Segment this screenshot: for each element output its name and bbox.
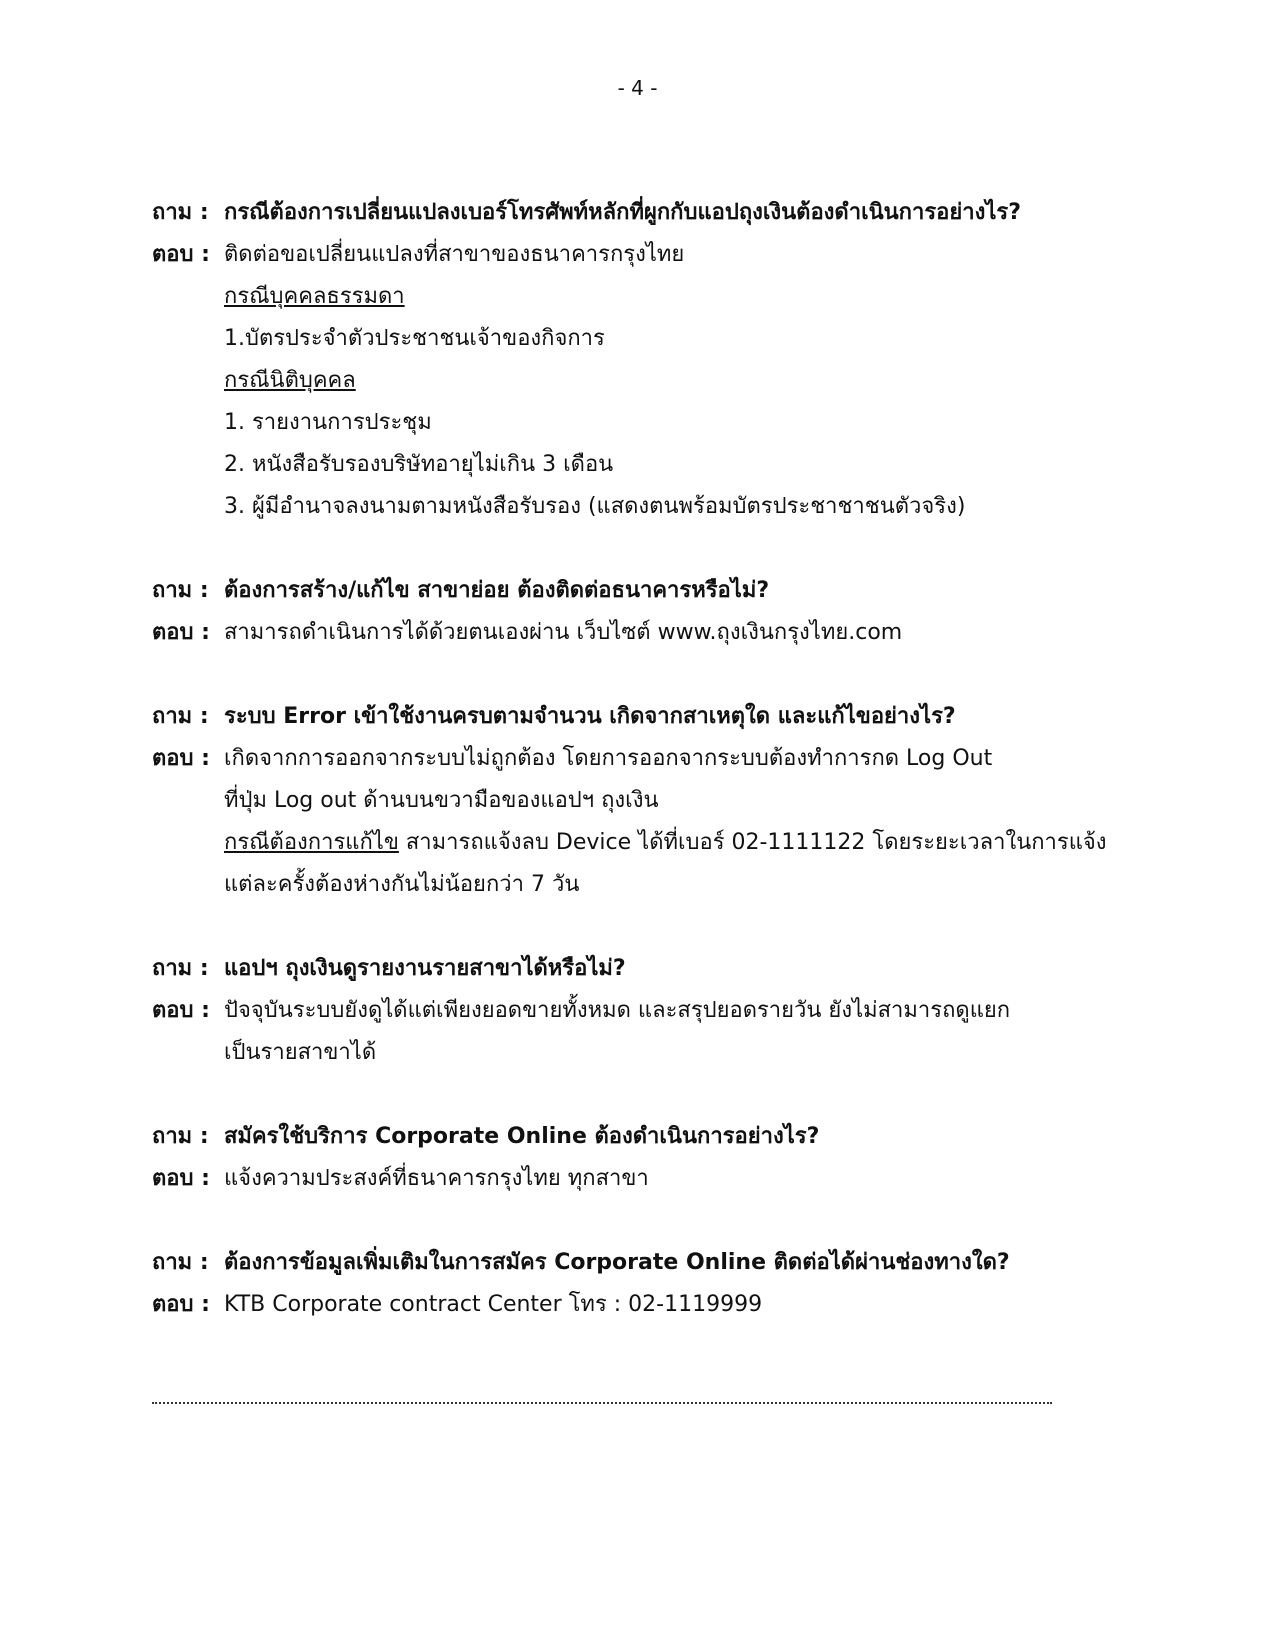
fix-note — [152, 822, 1152, 864]
question-row — [152, 192, 1152, 234]
juristic-item-1: 1. รายงานการประชุม — [224, 410, 432, 435]
question-label: ถาม : — [152, 1124, 209, 1149]
answer-row — [152, 612, 1152, 654]
faq-item-4 — [152, 948, 1152, 1074]
faq-list — [152, 192, 1152, 1326]
juristic-item-3: 3. ผู้มีอำนาจลงนามตามหนังสือรับรอง (แสดงตนพร้อมบัตรประชาชาชนตัวจริง) — [224, 494, 966, 519]
question-row — [152, 1116, 1152, 1158]
answer-text: KTB Corporate contract Center โทร : 02-1119999 — [224, 1292, 763, 1317]
question-text: แอปฯ ถุงเงินดูรายงานรายสาขาได้หรือไม่? — [224, 956, 626, 981]
answer-label: ตอบ : — [152, 1292, 210, 1317]
juristic-item-2: 2. หนังสือรับรองบริษัทอายุไม่เกิน 3 เดือน — [224, 452, 614, 477]
answer-row — [152, 738, 1152, 780]
answer-text: แจ้งความประสงค์ที่ธนาคารกรุงไทย ทุกสาขา — [224, 1166, 649, 1191]
individual-heading: กรณีบุคคลธรรมดา — [224, 284, 405, 309]
answer-row — [152, 1158, 1152, 1200]
answer-row — [152, 1284, 1152, 1326]
question-label: ถาม : — [152, 200, 209, 225]
question-row — [152, 948, 1152, 990]
answer-label: ตอบ : — [152, 998, 210, 1023]
answer-text: ติดต่อขอเปลี่ยนแปลงที่สาขาของธนาคารกรุงไทย — [224, 242, 685, 267]
answer-row — [152, 990, 1152, 1032]
juristic-heading: กรณีนิติบุคคล — [224, 368, 356, 393]
answer-continuation: เป็นรายสาขาได้ — [224, 1040, 377, 1065]
answer-label: ตอบ : — [152, 746, 210, 771]
question-label: ถาม : — [152, 704, 209, 729]
answer-label: ตอบ : — [152, 242, 210, 267]
faq-item-1 — [152, 192, 1152, 528]
faq-item-5 — [152, 1116, 1152, 1200]
answer-label: ตอบ : — [152, 620, 210, 645]
fix-heading: กรณีต้องการแก้ไข — [224, 830, 399, 855]
faq-item-3 — [152, 696, 1152, 906]
question-label: ถาม : — [152, 578, 209, 603]
fix-continuation: แต่ละครั้งต้องห่างกันไม่น้อยกว่า 7 วัน — [224, 872, 580, 897]
answer-label: ตอบ : — [152, 1166, 210, 1191]
answer-text: สามารถดำเนินการได้ด้วยตนเองผ่าน เว็บไซต์ www.ถุงเงินกรุงไทย.com — [224, 620, 903, 645]
question-text: ต้องการสร้าง/แก้ไข สาขาย่อย ต้องติดต่อธนาคารหรือไม่? — [224, 578, 770, 603]
question-label: ถาม : — [152, 956, 209, 981]
answer-continuation: ที่ปุ่ม Log out ด้านบนขวามือของแอปฯ ถุงเงิน — [224, 788, 659, 813]
answer-text: ปัจจุบันระบบยังดูได้แต่เพียงยอดขายทั้งหมด และสรุปยอดรายวัน ยังไม่สามารถดูแยก — [224, 998, 1011, 1023]
question-row — [152, 570, 1152, 612]
page-number: - 4 - — [617, 76, 658, 100]
question-text: สมัครใช้บริการ Corporate Online ต้องดำเนินการอย่างไร? — [224, 1124, 820, 1149]
question-text: กรณีต้องการเปลี่ยนแปลงเบอร์โทรศัพท์หลักที่ผูกกับแอปถุงเงินต้องดำเนินการอย่างไร? — [224, 200, 1021, 225]
faq-item-6 — [152, 1242, 1152, 1326]
fix-text: สามารถแจ้งลบ Device ได้ที่เบอร์ 02-1111122 โดยระยะเวลาในการแจ้ง — [398, 830, 1107, 855]
question-text: ระบบ Error เข้าใช้งานครบตามจำนวน เกิดจากสาเหตุใด และแก้ไขอย่างไร? — [224, 704, 956, 729]
individual-item-1: 1.บัตรประจำตัวประชาชนเจ้าของกิจการ — [224, 326, 605, 351]
question-text: ต้องการข้อมูลเพิ่มเติมในการสมัคร Corporate Online ติดต่อได้ผ่านช่องทางใด? — [224, 1250, 1010, 1275]
question-label: ถาม : — [152, 1250, 209, 1275]
faq-item-2 — [152, 570, 1152, 654]
question-row — [152, 696, 1152, 738]
question-row — [152, 1242, 1152, 1284]
answer-row — [152, 234, 1152, 276]
dotted-separator — [152, 1402, 1052, 1404]
answer-text: เกิดจากการออกจากระบบไม่ถูกต้อง โดยการออกจากระบบต้องทำการกด Log Out — [224, 746, 993, 771]
